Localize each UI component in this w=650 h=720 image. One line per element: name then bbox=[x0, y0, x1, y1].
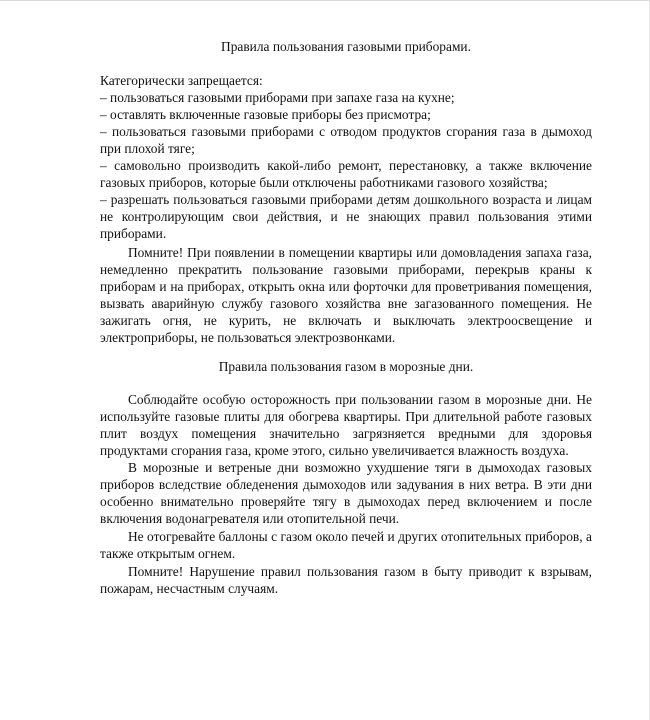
frost-paragraph: Не отогревайте баллоны с газом около печей и других отопительных приборов, а также открытым огнем. bbox=[100, 529, 592, 561]
forbidden-item: – разрешать пользоваться газовыми приборами детям дошкольного возраста и лицам не контролирующим свои действия, и не знающих правил пользования этими приборами. bbox=[100, 192, 592, 241]
forbidden-item: – оставлять включенные газовые приборы без присмотра; bbox=[100, 107, 431, 122]
gas-leak-reminder: Помните! При появлении в помещении квартиры или домовладения запаха газа, немедленно прекратить пользование газовыми приборами, перекрыв краны к приборам и на приборах, открыть окна или форточки для проветривания помещения, вызвать аварийную службу газового хозяйства вне загазованного помещения. Не зажигать огня, не курить, не включать и выключать электроосвещение и электроприборы, не пользоваться электрозвонками. bbox=[100, 245, 592, 345]
document-body bbox=[100, 38, 592, 597]
frost-paragraph: Соблюдайте особую осторожность при пользовании газом в морозные дни. Не используйте газовые плиты для обогрева квартиры. При длительной работе газовых плит воздух помещения значительно загрязняется вредными для здоровья продуктами сгорания газа, кроме этого, сильно увеличивается влажность воздуха. bbox=[100, 392, 592, 458]
forbidden-item: – пользоваться газовыми приборами с отводом продуктов сгорания газа в дымоход при плохой тяге; bbox=[100, 124, 592, 156]
final-reminder: Помните! Нарушение правил пользования газом в быту приводит к взрывам, пожарам, несчастным случаям. bbox=[100, 564, 592, 596]
forbidden-item: – самовольно производить какой-либо ремонт, перестановку, а также включение газовых приборов, которые были отключены работниками газового хозяйства; bbox=[100, 158, 592, 190]
section-title-frost: Правила пользования газом в морозные дни. bbox=[218, 359, 474, 374]
forbidden-item: – пользоваться газовыми приборами при запахе газа на кухне; bbox=[100, 90, 455, 105]
document-title: Правила пользования газовыми приборами. bbox=[221, 39, 471, 54]
page-top-border bbox=[0, 0, 650, 1]
forbidden-heading: Категорически запрещается: bbox=[100, 73, 263, 88]
frost-paragraph: В морозные и ветреные дни возможно ухудшение тяги в дымоходах газовых приборов вследствие обледенения дымоходов или задувания в них ветра. В эти дни особенно внимательно проверяйте тягу в дымоходах перед включением и после включения водонагревателя или отопительной печи. bbox=[100, 460, 592, 526]
